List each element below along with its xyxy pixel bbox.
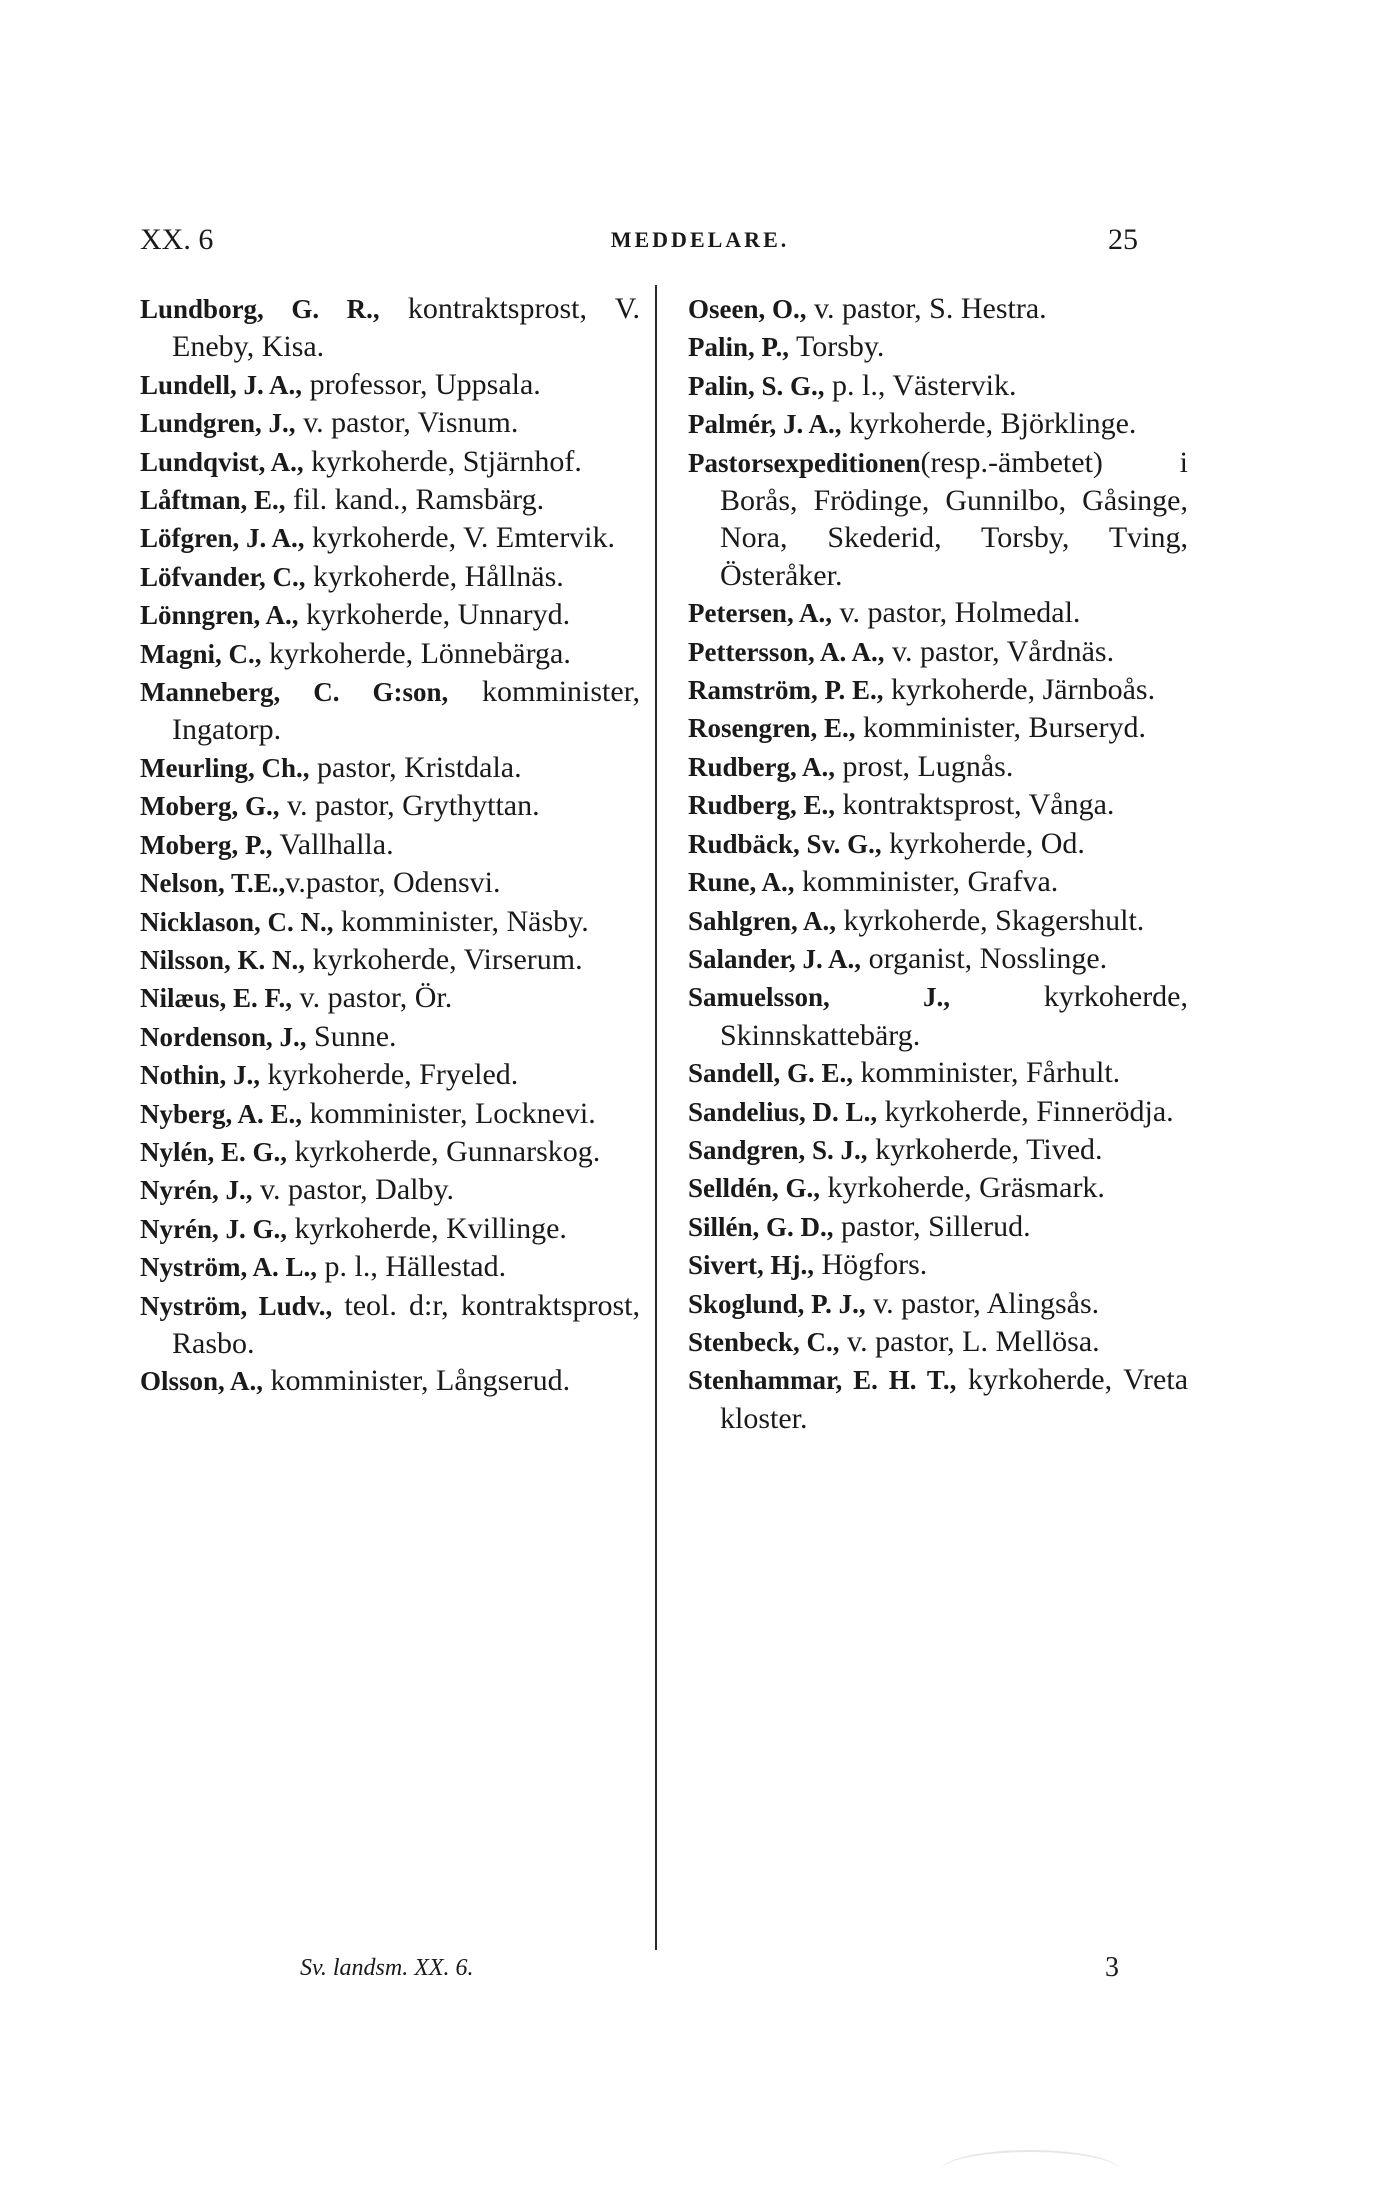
list-item [688, 1323, 1188, 1361]
list-item [140, 787, 640, 825]
entry-details: p. l., Västervik. [824, 368, 1017, 402]
entry-details: komminister, Burseryd. [855, 711, 1146, 745]
list-item [140, 864, 640, 902]
list-item [140, 1018, 640, 1056]
list-item [140, 1287, 640, 1363]
entry-name: Nelson, T.E., [140, 868, 286, 899]
list-item [688, 709, 1188, 747]
header-title: MEDDELARE. [610, 227, 790, 252]
entry-details: v.pastor, Odensvi. [285, 866, 501, 900]
entry-details: v. pastor, Holmedal. [831, 596, 1081, 630]
list-item [140, 596, 640, 634]
entry-name: Palin, P., [688, 332, 790, 363]
header-section-number: XX. 6 [140, 223, 214, 256]
entry-name: Sandell, G. E., [688, 1058, 854, 1089]
entry-name: Rudbäck, Sv. G., [688, 828, 882, 859]
entry-details: v. pastor, Dalby. [252, 1173, 455, 1207]
entry-details: v. pastor, Grythyttan. [279, 789, 540, 823]
entry-details: v. pastor, Alingsås. [865, 1286, 1100, 1320]
list-item [140, 1171, 640, 1209]
entry-details: v. pastor, Ör. [292, 981, 453, 1015]
entry-name: Löfgren, J. A., [140, 523, 305, 554]
list-item [140, 1133, 640, 1171]
entry-name: Moberg, G., [140, 791, 280, 822]
list-item [140, 673, 640, 749]
list-item [688, 1361, 1188, 1437]
list-item [688, 940, 1188, 978]
entry-details: komminister, Locknevi. [302, 1096, 596, 1130]
entry-name: Nothin, J., [140, 1060, 261, 1091]
list-item [688, 1093, 1188, 1131]
entry-name: Lundell, J. A., [140, 369, 303, 400]
entry-details: (resp.-ämbetet) i Borås, Frödinge, Gunnilbo, Gåsinge, Nora, Skederid, Torsby, Tving, Österåker. [720, 445, 1188, 592]
list-item [688, 328, 1188, 366]
entry-details: kyrkoherde, Skagershult. [836, 903, 1145, 937]
entry-details: fil. kand., Ramsbärg. [285, 483, 545, 517]
entry-name: Lundborg, G. R., [140, 294, 380, 324]
entry-details: kyrkoherde, Gräsmark. [820, 1171, 1105, 1205]
entry-name: Pastorsexpeditionen [688, 447, 921, 478]
entry-name: Olsson, A., [140, 1366, 264, 1397]
list-item [140, 749, 640, 787]
entry-name: Oseen, O., [688, 294, 807, 324]
entry-name: Salander, J. A., [688, 943, 862, 974]
list-item [140, 404, 640, 442]
entry-details: komminister, Ingatorp. [172, 675, 640, 747]
entry-name: Nilæus, E. F., [140, 983, 293, 1014]
entry-name: Sivert, Hj., [688, 1250, 814, 1281]
entry-name: Moberg, P., [140, 829, 273, 860]
entry-details: kyrkoherde, Kvillinge. [286, 1211, 567, 1245]
entry-details: kyrkoherde, Od. [881, 826, 1085, 860]
entry-name: Lönngren, A., [140, 600, 299, 631]
entry-name: Palmér, J. A., [688, 409, 842, 440]
list-item [140, 1248, 640, 1286]
list-item [140, 941, 640, 979]
entry-name: Rosengren, E., [688, 713, 856, 744]
entry-name: Ramström, P. E., [688, 675, 884, 706]
list-item [140, 979, 640, 1017]
entry-name: Manneberg, C. G:son, [140, 677, 449, 708]
entry-name: Nyrén, J. G., [140, 1213, 287, 1244]
list-item [688, 825, 1188, 863]
entry-name: Sandelius, D. L., [688, 1096, 878, 1127]
right-column [688, 290, 1188, 1437]
entry-details: professor, Uppsala. [302, 367, 541, 401]
entry-name: Löfvander, C., [140, 561, 306, 592]
entry-details: komminister, Näsby. [333, 904, 589, 938]
entry-details: teol. d:r, kontraktsprost, Rasbo. [172, 1288, 640, 1360]
list-item [688, 444, 1188, 595]
entry-details: p. l., Hällestad. [317, 1250, 507, 1284]
list-item [688, 1054, 1188, 1092]
entry-name: Sillén, G. D., [688, 1211, 834, 1242]
list-item [140, 290, 640, 366]
entry-details: organist, Nosslinge. [861, 941, 1108, 975]
list-item [688, 405, 1188, 443]
list-item [688, 978, 1188, 1054]
entry-details: prost, Lugnås. [835, 749, 1014, 783]
left-column [140, 290, 640, 1401]
entry-name: Rudberg, A., [688, 751, 836, 782]
entry-details: kyrkoherde, V. Emtervik. [304, 521, 616, 555]
list-item [688, 1246, 1188, 1284]
entry-name: Nyrén, J., [140, 1175, 253, 1206]
entry-details: kyrkoherde, Lönnebärga. [261, 636, 571, 670]
entry-details: v. pastor, L. Mellösa. [839, 1324, 1100, 1358]
column-divider [655, 285, 657, 1950]
entry-details: v. pastor, Visnum. [295, 406, 519, 440]
list-item [688, 1131, 1188, 1169]
entry-name: Nyström, Ludv., [140, 1290, 333, 1321]
entry-name: Meurling, Ch., [140, 752, 310, 783]
entry-name: Nicklason, C. N., [140, 906, 334, 937]
entry-name: Rune, A., [688, 867, 795, 898]
header-page-number: 25 [1108, 223, 1138, 256]
entry-details: komminister, Långserud. [263, 1364, 571, 1398]
list-item [140, 558, 640, 596]
entry-name: Palin, S. G., [688, 370, 825, 401]
entry-details: v. pastor, S. Hestra. [806, 292, 1047, 325]
entry-name: Sahlgren, A., [688, 905, 837, 936]
entry-name: Nilsson, K. N., [140, 944, 306, 975]
entry-name: Låftman, E., [140, 485, 286, 516]
list-item [688, 1285, 1188, 1323]
list-item [140, 1095, 640, 1133]
list-item [688, 902, 1188, 940]
entry-details: Sunne. [306, 1019, 397, 1053]
list-item [140, 635, 640, 673]
entry-details: kyrkoherde, Virserum. [305, 942, 583, 976]
entry-name: Lundgren, J., [140, 408, 296, 439]
entry-name: Lundqvist, A., [140, 446, 304, 477]
entry-details: kyrkoherde, Fryeled. [260, 1058, 519, 1092]
entry-details: kontraktsprost, V. Eneby, Kisa. [172, 292, 640, 364]
list-item [140, 1210, 640, 1248]
list-item [688, 1169, 1188, 1207]
entry-name: Sandgren, S. J., [688, 1134, 868, 1165]
entry-name: Nyström, A. L., [140, 1252, 317, 1283]
list-item [140, 519, 640, 557]
entry-details: v. pastor, Vårdnäs. [884, 634, 1115, 668]
entry-name: Samuelsson, J., [688, 982, 950, 1013]
entry-name: Rudberg, E., [688, 790, 836, 821]
entry-details: pastor, Sillerud. [833, 1209, 1031, 1243]
entry-name: Nylén, E. G., [140, 1136, 288, 1167]
footer-sheet-number: 3 [1105, 1952, 1119, 1983]
list-item [688, 1208, 1188, 1246]
list-item [140, 481, 640, 519]
list-item [140, 443, 640, 481]
entry-details: kyrkoherde, Stjärnhof. [303, 444, 582, 478]
entry-details: kyrkoherde, Järnboås. [883, 673, 1156, 707]
list-item [688, 863, 1188, 901]
entry-details: kyrkoherde, Hållnäs. [305, 559, 564, 593]
entry-details: kyrkoherde, Vreta kloster. [720, 1363, 1189, 1435]
list-item [140, 1056, 640, 1094]
entry-details: kontraktsprost, Vånga. [835, 788, 1115, 822]
entry-name: Petersen, A., [688, 598, 832, 629]
list-item [688, 633, 1188, 671]
list-item [140, 366, 640, 404]
list-item [140, 826, 640, 864]
entry-name: Selldén, G., [688, 1173, 821, 1204]
list-item [688, 786, 1188, 824]
bleed-through-mark [940, 2150, 1120, 2192]
entry-name: Stenhammar, E. H. T., [688, 1365, 957, 1396]
entry-name: Pettersson, A. A., [688, 636, 885, 667]
entry-details: pastor, Kristdala. [309, 750, 522, 784]
entry-details: Torsby. [789, 330, 885, 364]
entry-details: Högfors. [813, 1248, 928, 1282]
list-item [688, 290, 1188, 328]
entry-details: kyrkoherde, Björklinge. [841, 407, 1137, 441]
list-item [688, 671, 1188, 709]
entry-name: Nyberg, A. E., [140, 1098, 302, 1129]
entry-details: kyrkoherde, Finnerödja. [877, 1094, 1174, 1128]
list-item [688, 594, 1188, 632]
list-item [688, 367, 1188, 405]
entry-details: komminister, Grafva. [794, 865, 1059, 899]
list-item [688, 748, 1188, 786]
entry-details: kyrkoherde, Gunnarskog. [287, 1134, 601, 1168]
entry-name: Nordenson, J., [140, 1021, 307, 1052]
entry-name: Magni, C., [140, 638, 262, 669]
list-item [140, 903, 640, 941]
entry-details: kyrkoherde, Skinnskattebärg. [720, 980, 1188, 1052]
entry-name: Stenbeck, C., [688, 1326, 840, 1357]
entry-details: komminister, Fårhult. [853, 1056, 1121, 1090]
list-item [140, 1362, 640, 1400]
entry-details: kyrkoherde, Unnaryd. [298, 598, 571, 632]
entry-name: Skoglund, P. J., [688, 1288, 866, 1319]
entry-details: kyrkoherde, Tived. [867, 1132, 1103, 1166]
footer-signature: Sv. landsm. XX. 6. [300, 1955, 474, 1981]
entry-details: Vallhalla. [272, 827, 394, 861]
